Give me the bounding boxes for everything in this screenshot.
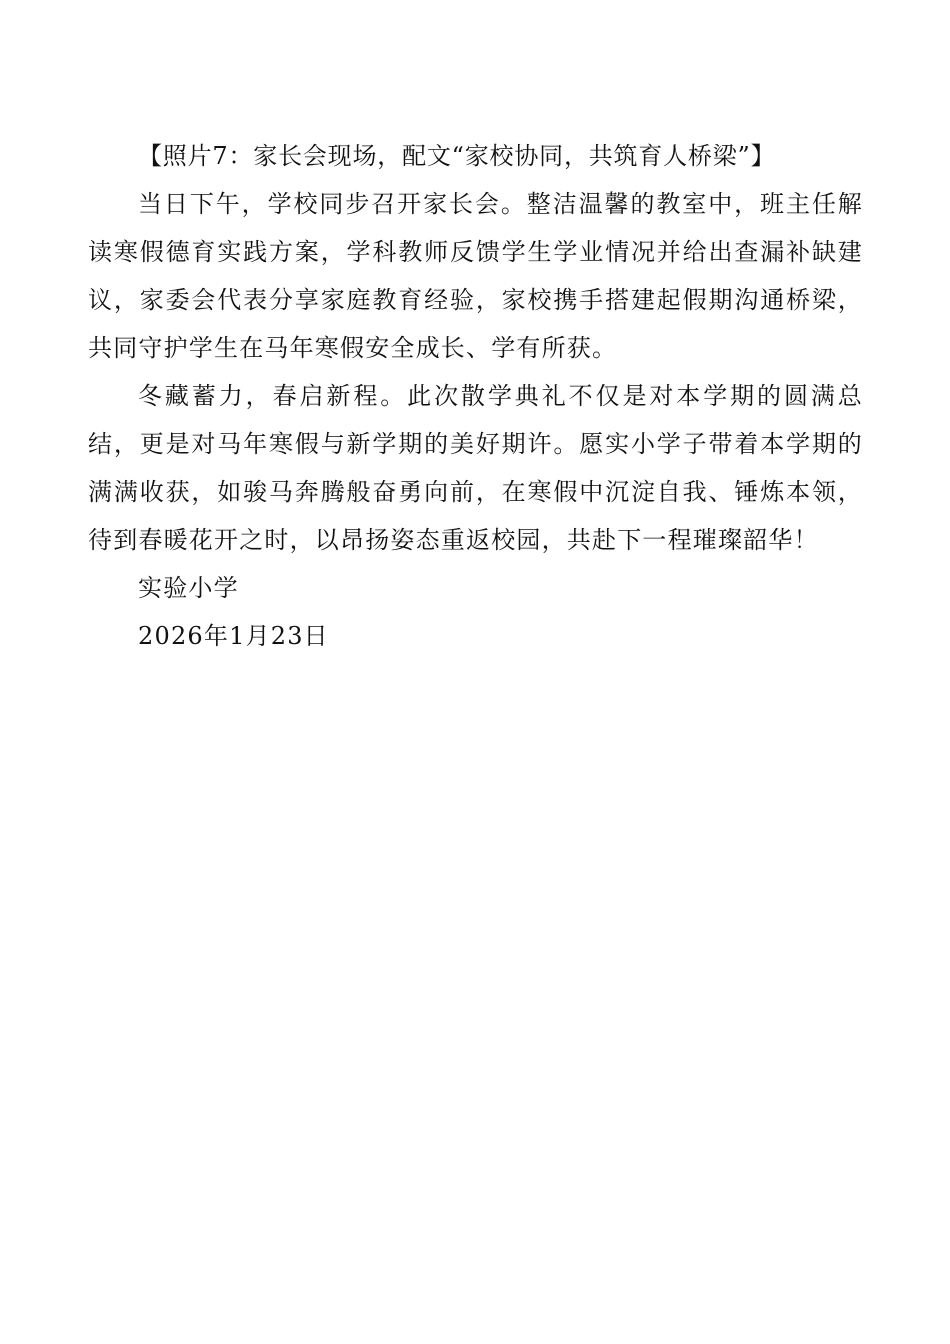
signature-date: 2026年1月23日 — [138, 622, 329, 650]
signature-school: 实验小学 — [138, 574, 239, 602]
photo-caption: 【照片7：家长会现场，配文“家校协同，共筑育人桥梁”】 — [138, 142, 776, 170]
paragraph-closing: 冬藏蓄力，春启新程。此次散学典礼不仅是对本学期的圆满总结，更是对马年寒假与新学期的美好期许。愿实小学子带着本学期的满满收获，如骏马奔腾般奋勇向前，在寒假中沉淀自我、锤炼本领，待到春暖花开之时，以昂扬姿态重返校园，共赴下一程璀璨韶华！ — [88, 382, 863, 554]
document-body — [88, 132, 863, 660]
paragraph-parent-meeting: 当日下午，学校同步召开家长会。整洁温馨的教室中，班主任解读寒假德育实践方案，学科教师反馈学生学业情况并给出查漏补缺建议，家委会代表分享家庭教育经验，家校携手搭建起假期沟通桥梁，共同守护学生在马年寒假安全成长、学有所获。 — [88, 190, 863, 362]
